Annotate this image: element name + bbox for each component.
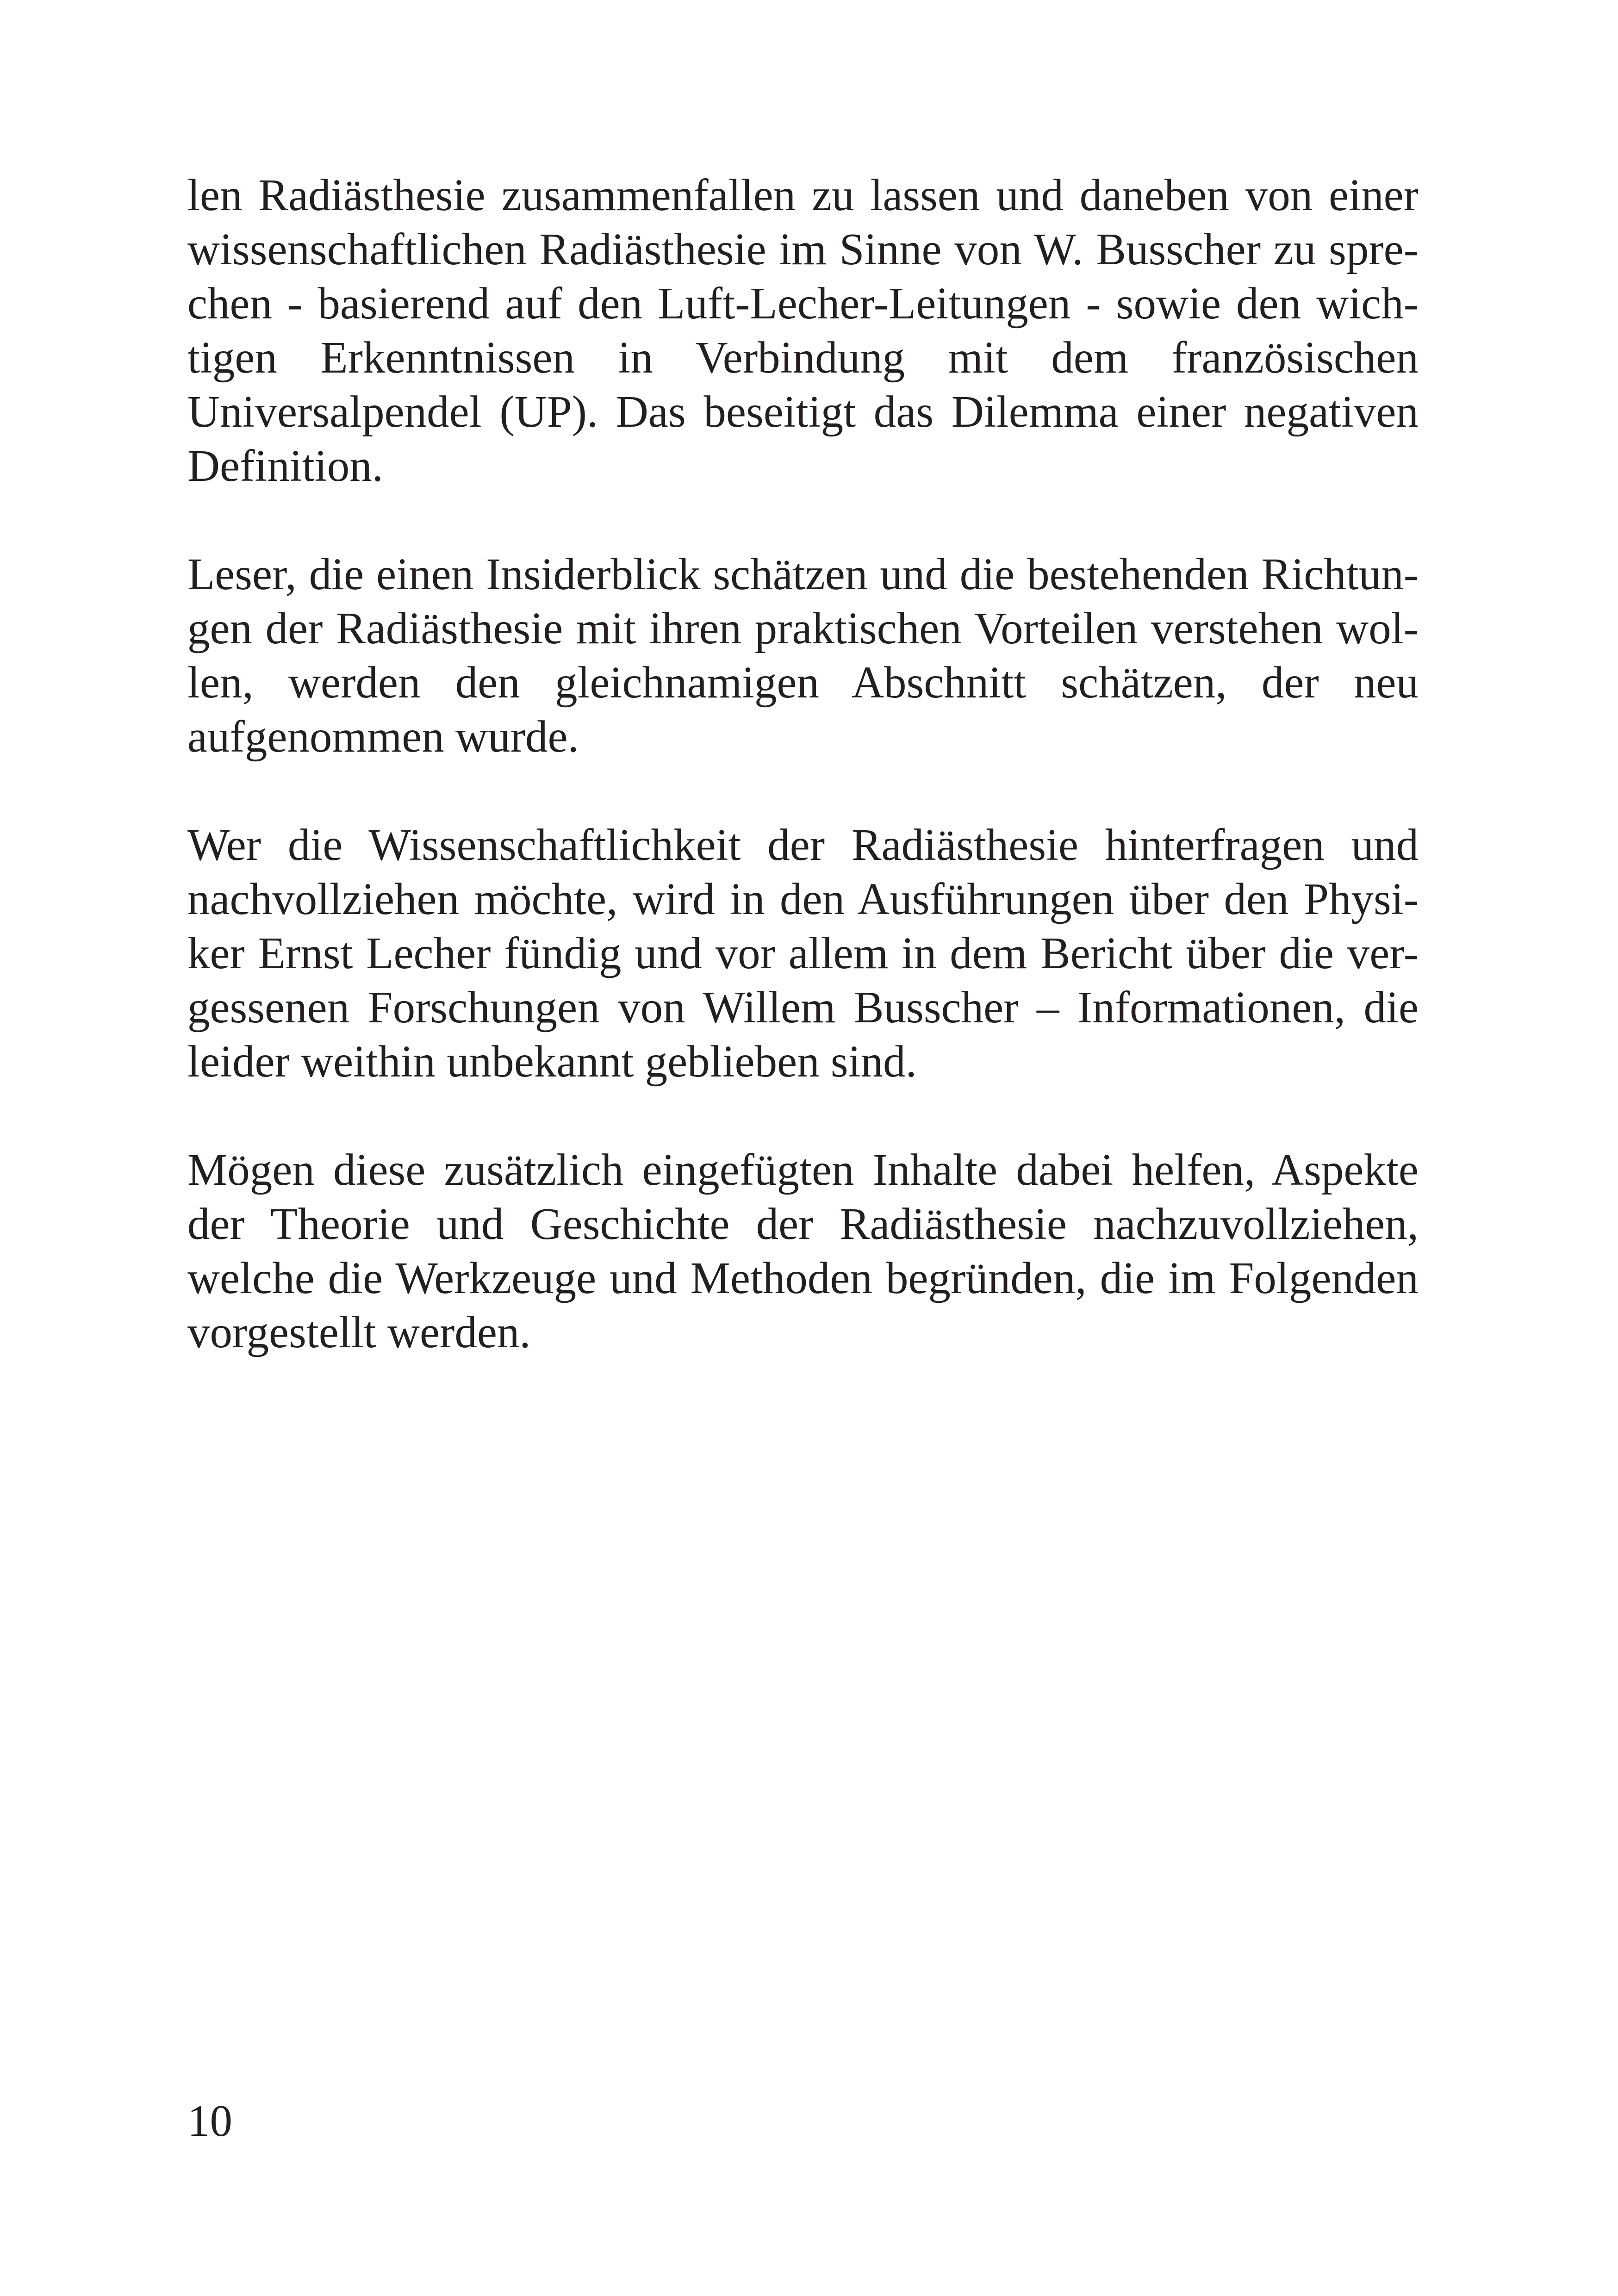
body-text [187, 168, 1419, 1359]
text-line: Definition. [187, 441, 383, 491]
paragraph-4 [187, 1143, 1419, 1359]
text-line: aufgenommen wurde. [187, 712, 579, 761]
text-line: leider weithin unbekannt geblieben sind. [187, 1037, 917, 1086]
paragraph-gap [187, 493, 1419, 547]
text-line: Universalpendel (UP). Das beseitigt das Dilemma einer negativen [187, 387, 1419, 436]
paragraph-gap [187, 1089, 1419, 1143]
text-line: len, werden den gleichnamigen Abschnitt schätzen, der neu [187, 658, 1419, 707]
paragraph-1 [187, 168, 1419, 493]
page-number: 10 [187, 2096, 232, 2146]
text-line: welche die Werkzeuge und Methoden begründen, die im Folgenden [187, 1253, 1419, 1303]
text-line: gen der Radiästhesie mit ihren praktischen Vorteilen verstehen wol- [187, 604, 1419, 653]
text-line: der Theorie und Geschichte der Radiästhesie nachzuvollziehen, [187, 1199, 1419, 1249]
text-line: wissenschaftlichen Radiästhesie im Sinne von W. Busscher zu spre- [187, 224, 1419, 274]
text-line: gessenen Forschungen von Willem Busscher – Informationen, die [187, 983, 1419, 1032]
text-line: Mögen diese zusätzlich eingefügten Inhalte dabei helfen, Aspekte [187, 1145, 1419, 1195]
text-line: nachvollziehen möchte, wird in den Ausführungen über den Physi- [187, 874, 1419, 924]
text-line: Wer die Wissenschaftlichkeit der Radiästhesie hinterfragen und [187, 820, 1419, 870]
text-line: vorgestellt werden. [187, 1307, 531, 1357]
text-line: ker Ernst Lecher fündig und vor allem in dem Bericht über die ver- [187, 928, 1419, 978]
text-line: Leser, die einen Insiderblick schätzen und die bestehenden Richtun- [187, 549, 1419, 599]
text-line: len Radiästhesie zusammenfallen zu lassen und daneben von einer [187, 170, 1419, 220]
text-line: tigen Erkenntnissen in Verbindung mit dem französischen [187, 333, 1419, 382]
paragraph-3 [187, 818, 1419, 1089]
text-line: chen - basierend auf den Luft-Lecher-Leitungen - sowie den wich- [187, 279, 1419, 328]
paragraph-gap [187, 764, 1419, 818]
paragraph-2 [187, 547, 1419, 764]
